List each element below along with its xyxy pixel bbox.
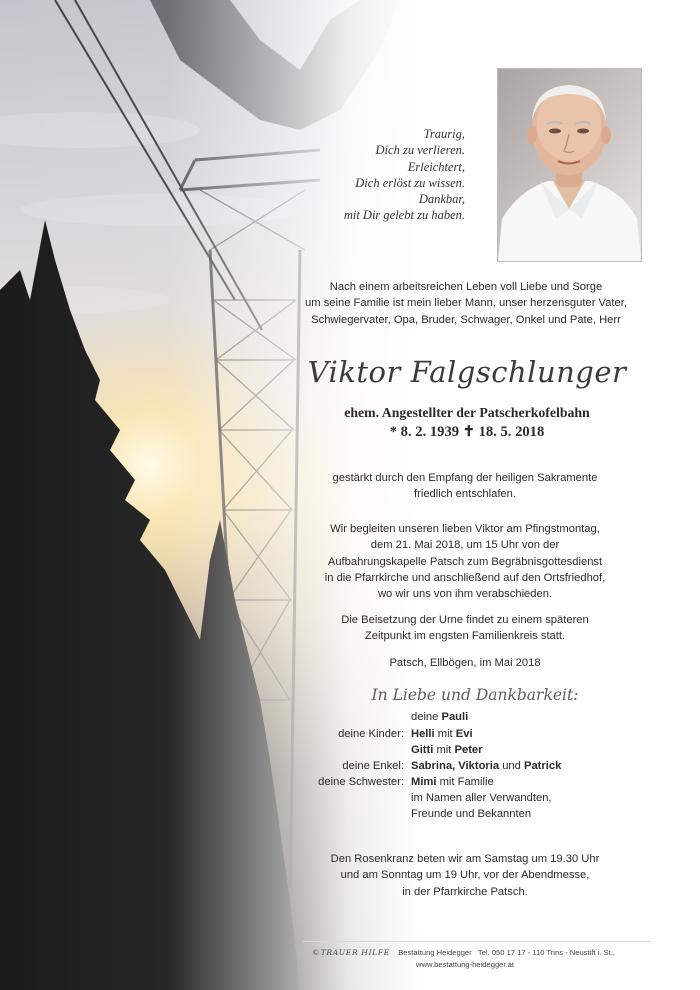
- poem-line: mit Dir gelebt zu haben.: [343, 208, 465, 223]
- urn-line: Die Beisetzung der Urne findet zu einem späteren: [341, 614, 589, 626]
- mourner-connector: und: [499, 760, 524, 772]
- mourner-name: Evi: [455, 728, 473, 740]
- poem-line: Erleichtert,: [407, 159, 465, 174]
- funeral-text: [290, 521, 640, 602]
- poem: [300, 126, 465, 224]
- mourner-friends: Freunde und Bekannten: [411, 808, 532, 820]
- urn-line: Zeitpunkt im engsten Familienkreis statt.: [364, 630, 566, 643]
- rosary-line: und am Sonntag um 19 Uhr, vor der Abendmesse,: [340, 869, 590, 882]
- mourner-name: Patrick: [523, 760, 562, 772]
- deceased-name: Viktor Falgschlunger: [307, 355, 627, 389]
- intro-text: [288, 279, 644, 328]
- portrait-photo: [497, 68, 642, 262]
- portrait-illustration: [498, 69, 641, 261]
- mourner-name: Sabrina, Viktoria: [411, 760, 500, 772]
- deceased-occupation: ehem. Angestellter der Patscherkofelbahn: [344, 405, 590, 420]
- footer-contact: Tel. 050 17 17 - 110 Trins - Neustift i. St.,: [477, 948, 615, 957]
- urn-text: [300, 612, 630, 645]
- place-date: Patsch, Ellbögen, im Mai 2018: [389, 657, 541, 669]
- funeral-line: Wir begleiten unseren lieben Viktor am Pfingstmontag,: [330, 523, 600, 535]
- sister-label: deine Schwester:: [318, 776, 404, 788]
- mourner-name: Mimi: [411, 776, 437, 788]
- mourner-grandchildren: [411, 758, 561, 775]
- mourner-sister: [411, 774, 494, 791]
- mourner-child-2: [411, 742, 483, 759]
- mourner-wife-name: Pauli: [441, 711, 469, 723]
- intro-line: Schwiegervater, Opa, Bruder, Schwager, Onkel und Pate, Herr: [311, 313, 621, 326]
- mourner-wife: [411, 709, 468, 726]
- sacraments-line: gestärkt durch den Empfang der heiligen Sakramente: [332, 472, 598, 484]
- poem-line: Dich erlöst zu wissen.: [355, 175, 465, 190]
- dedication-heading: In Liebe und Dankbarkeit:: [371, 686, 579, 704]
- rosary-text: [300, 851, 630, 900]
- copyright-icon: ©: [313, 948, 319, 957]
- footer-website[interactable]: www.bestattung-heidegger.at: [416, 960, 514, 969]
- sacraments-text: [300, 470, 630, 503]
- mourner-child-1: [411, 726, 473, 743]
- rosary-line: in der Pfarrkirche Patsch.: [402, 885, 528, 898]
- footer-company: Bestattung Heidegger: [398, 948, 472, 957]
- funeral-line: wo wir uns von ihm verabschieden.: [377, 588, 553, 601]
- rosary-line: Den Rosenkranz beten wir am Samstag um 19.30 Uhr: [330, 853, 600, 865]
- mourner-connector: mit Familie: [436, 776, 494, 788]
- children-label: deine Kinder:: [338, 728, 404, 740]
- mourner-connector: mit: [434, 728, 456, 740]
- mourner-connector: mit: [433, 744, 455, 756]
- mourner-relatives: im Namen aller Verwandten,: [411, 792, 552, 804]
- funeral-line: Aufbahrungskapelle Patsch zum Begräbnisgottesdienst: [327, 555, 603, 568]
- funeral-line: dem 21. Mai 2018, um 15 Uhr von der: [370, 539, 560, 552]
- poem-line: Dich zu verlieren.: [375, 143, 465, 158]
- mourner-wife-prefix: deine: [411, 711, 442, 723]
- grandchildren-label: deine Enkel:: [342, 760, 404, 772]
- life-dates: * 8. 2. 1939 ✝ 18. 5. 2018: [389, 424, 545, 440]
- sacraments-line: friedlich entschlafen.: [414, 488, 516, 501]
- footer-imprint: [313, 948, 643, 958]
- mourner-name: Gitti: [411, 744, 434, 756]
- mourner-name: Helli: [411, 728, 435, 740]
- footer-divider: [303, 941, 651, 942]
- brand-logo-text: TRAUER HILFE: [320, 948, 390, 957]
- funeral-line: in die Pfarrkirche und anschließend auf den Ortsfriedhof,: [324, 571, 606, 584]
- mourner-name: Peter: [454, 744, 483, 756]
- intro-line: um seine Familie ist mein lieber Mann, unser herzensguter Vater,: [305, 297, 627, 310]
- poem-line: Dankbar,: [418, 192, 465, 207]
- poem-line: Traurig,: [423, 127, 465, 141]
- intro-line: Nach einem arbeitsreichen Leben voll Liebe und Sorge: [329, 281, 603, 293]
